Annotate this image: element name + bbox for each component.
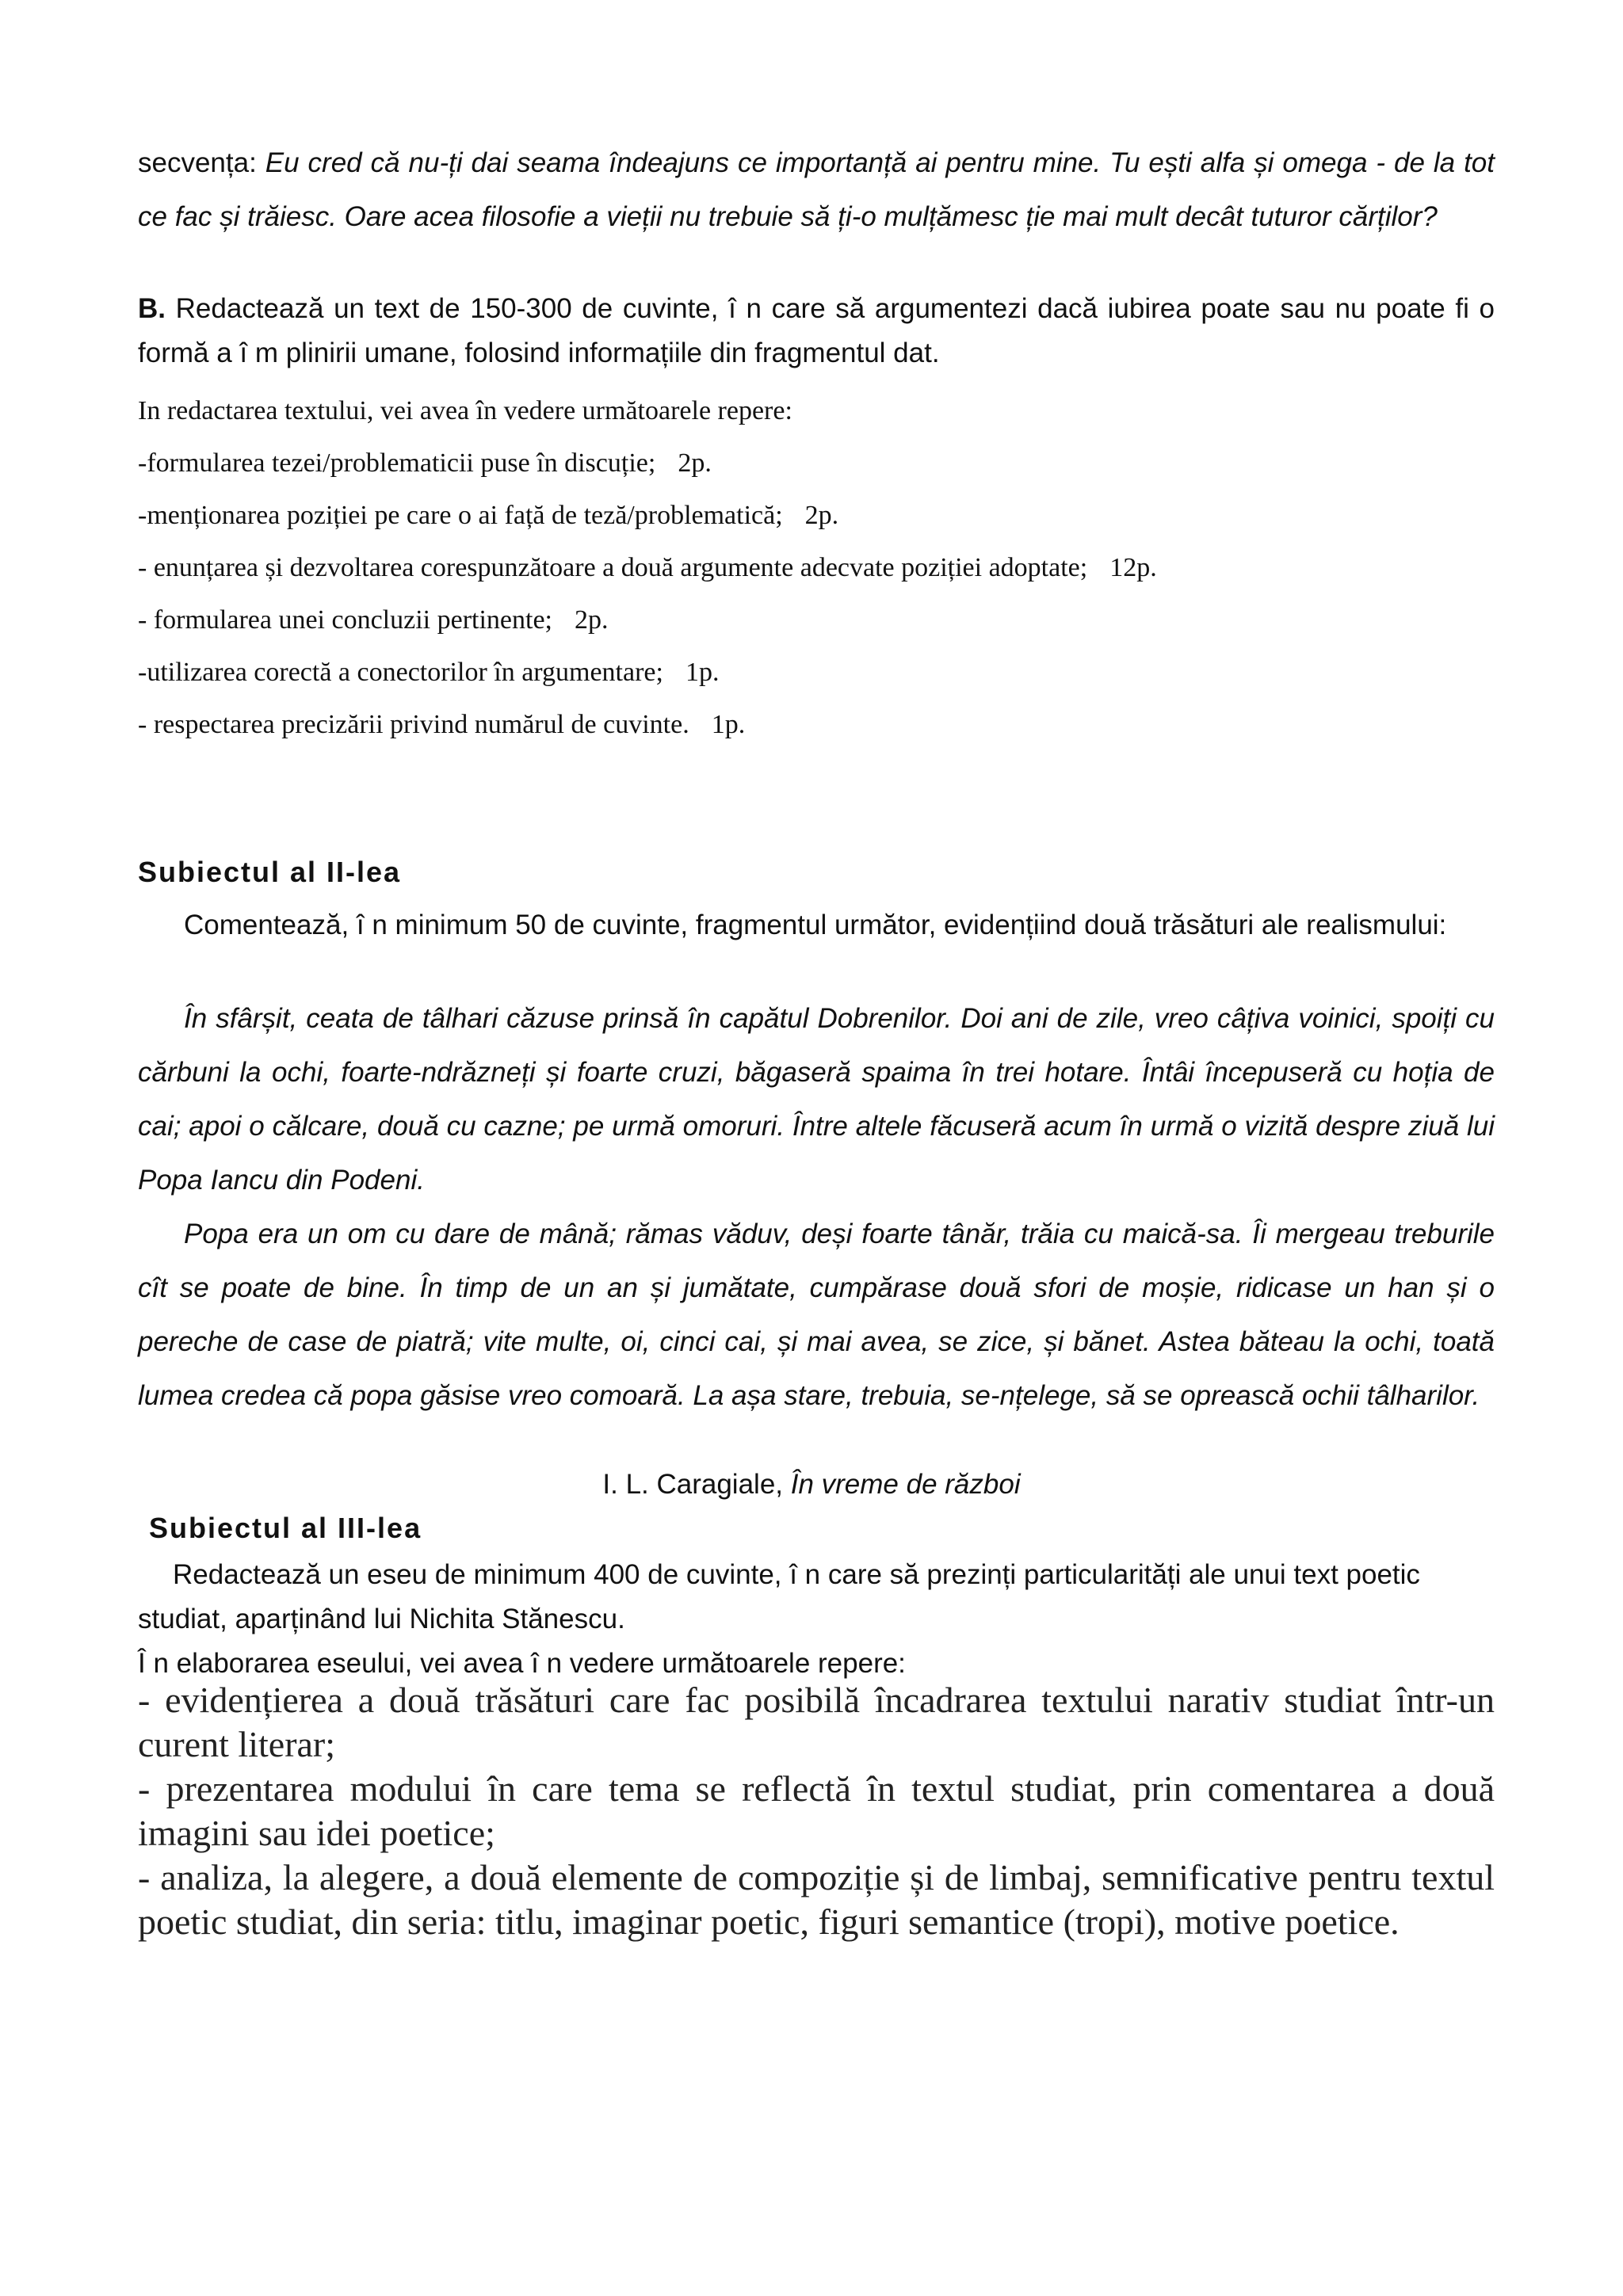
essay-criterion: - evidențierea a două trăsături care fac posibilă încadrarea textului narativ studiat într-un curent literar;: [138, 1680, 1495, 1764]
section-b-task-text: Redactează un text de 150-300 de cuvinte, î n care să argumentezi dacă iubirea poate sau nu poate fi o formă a î m plinirii umane, folosind informațiile din fragmentul dat.: [138, 293, 1495, 368]
subject-3-criteria: [138, 1678, 1495, 1944]
subject-2-heading: Subiectul al II-lea: [138, 856, 402, 888]
fragment-paragraph: Popa era un om cu dare de mână; rămas văduv, deși foarte tânăr, trăia cu maică-sa. Îi mergeau treburile cît se poate de bine. În timp de un an și jumătate, cumpărase două sfori de moșie, ridicase un han și o pereche de case de piatră; vite multe, oi, cinci cai, și mai avea, se zice, și bănet. Astea băteau la ochi, toată lumea credea că popa găsise vreo comoară. La așa stare, trebuia, se-nțelege, să se oprească ochii tâlharilor.: [138, 1219, 1495, 1411]
criterion-item: - respectarea precizării privind numărul de cuvinte. 1p.: [138, 699, 1495, 751]
criterion-points: 1p.: [685, 658, 720, 687]
source-title: În vreme de război: [790, 1469, 1021, 1500]
criterion-points: 2p.: [804, 501, 839, 530]
fragment-source: [0, 1463, 1623, 1507]
criterion-item: -utilizarea corectă a conectorilor în argumentare; 1p.: [138, 646, 1495, 699]
criterion-points: 12p.: [1109, 553, 1157, 582]
criterion-points: 2p.: [574, 605, 609, 635]
section-b-criteria: [138, 385, 1495, 751]
source-author: I. L. Caragiale,: [602, 1469, 791, 1500]
criterion-item: - formularea unei concluzii pertinente; 2p.: [138, 594, 1495, 646]
subject-3-task-block: [138, 1553, 1495, 1686]
criterion-item: -formularea tezei/problematicii puse în discuție; 2p.: [138, 437, 1495, 490]
subject-3-heading: Subiectul al III-lea: [149, 1512, 422, 1544]
section-a-prefix: secvența:: [138, 147, 265, 178]
section-a-quote: Eu cred că nu-ți dai seama îndeajuns ce importanță ai pentru mine. Tu ești alfa și omega - de la tot ce fac și trăiesc. Oare acea filosofie a vieții nu trebuie să ți-o mulțămesc ție mai mult decât tuturor cărților?: [138, 147, 1495, 232]
section-b-criteria-intro: In redactarea textului, vei avea în vedere următoarele repere:: [138, 396, 792, 425]
subject-2-task: Comentează, î n minimum 50 de cuvinte, fragmentul următor, evidențiind două trăsături ale realismului:: [184, 910, 1447, 940]
criterion-points: 1p.: [711, 710, 746, 739]
criterion-item: - enunțarea și dezvoltarea corespunzătoare a două argumente adecvate poziției adoptate; 12p.: [138, 542, 1495, 594]
essay-criterion: - analiza, la alegere, a două elemente de compoziție și de limbaj, semnificative pentru textul poetic studiat, din seria: titlu, imaginar poetic, figuri semantice (tropi), motive poetice.: [138, 1857, 1495, 1942]
section-a-quote-paragraph: [138, 136, 1495, 244]
subject-3-criteria-intro: Î n elaborarea eseului, vei avea î n vedere următoarele repere:: [138, 1648, 906, 1679]
criterion-item: -menționarea poziției pe care o ai față de teză/problematică; 2p.: [138, 490, 1495, 542]
subject-3-task: Redactează un eseu de minimum 400 de cuvinte, î n care să prezinți particularități ale unui text poetic studiat, aparținând lui Nichita Stănescu.: [138, 1559, 1420, 1634]
criterion-points: 2p.: [678, 448, 712, 478]
fragment-paragraph: În sfârșit, ceata de tâlhari căzuse prinsă în capătul Dobrenilor. Doi ani de zile, vreo câțiva voinici, spoiți cu cărbuni la ochi, foarte-ndrăzneți și foarte cruzi, băgaseră spaima în trei hotare. Întâi începuseră cu hoția de cai; apoi o călcare, două cu cazne; pe urmă omoruri. Între altele făcuseră acum în urmă o vizită despre ziuă lui Popa Iancu din Podeni.: [138, 1003, 1495, 1196]
section-b-task: [138, 287, 1495, 376]
section-b-label: B.: [138, 293, 166, 324]
subject-2-fragment: [138, 992, 1495, 1423]
essay-criterion: - prezentarea modului în care tema se reflectă în textul studiat, prin comentarea a două imagini sau idei poetice;: [138, 1768, 1495, 1853]
